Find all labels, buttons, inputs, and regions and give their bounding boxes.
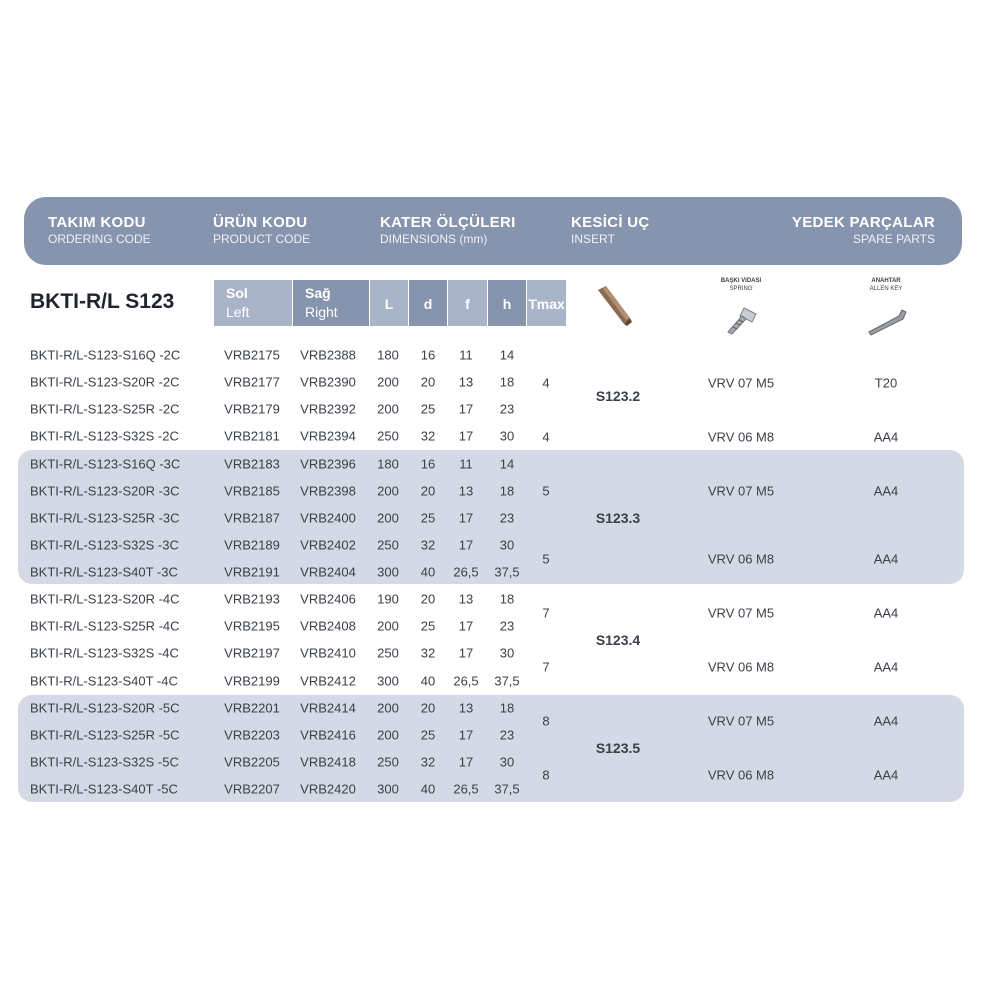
cell-right: VRB2414 [300, 700, 356, 716]
cell-left: VRB2195 [224, 618, 280, 634]
cell-L: 300 [377, 781, 399, 797]
screw-code: VRV 06 M8 [707, 659, 775, 675]
cell-d: 20 [420, 700, 436, 716]
cell-code: BKTI-R/L-S123-S16Q -3C [30, 456, 181, 471]
cell-h: 18 [499, 483, 515, 499]
screw-label-subtitle: SPRING [729, 286, 753, 292]
key-label [870, 277, 903, 293]
cell-h: 30 [499, 537, 515, 553]
cell-L: 200 [377, 510, 399, 526]
cell-right: VRB2404 [300, 564, 356, 580]
cell-d: 40 [420, 564, 436, 580]
cell-right: VRB2408 [300, 618, 356, 634]
cell-f: 17 [458, 401, 474, 417]
tmax-value: 8 [542, 713, 550, 729]
subheader-L-label: L [384, 296, 394, 312]
insert-code: S123.4 [595, 632, 641, 648]
screw-code: VRV 07 M5 [707, 483, 775, 499]
header-title: ÜRÜN KODU [213, 214, 308, 231]
cell-f: 26,5 [453, 564, 479, 580]
cell-d: 40 [420, 781, 436, 797]
header-subtitle: ORDERING CODE [48, 232, 151, 246]
cell-code: BKTI-R/L-S123-S20R -5C [30, 700, 180, 716]
insert-code: S123.5 [595, 740, 641, 756]
cell-L: 180 [377, 456, 399, 471]
cell-L: 180 [377, 347, 399, 363]
key-code: AA4 [873, 713, 899, 729]
cell-right: VRB2400 [300, 510, 356, 526]
screw-code: VRV 07 M5 [707, 375, 775, 391]
subheader-right-text: Right [305, 304, 338, 320]
cell-h: 23 [499, 510, 515, 526]
header-spare-parts [792, 214, 935, 246]
cell-right: VRB2396 [300, 456, 356, 471]
subheader-d-label: d [423, 296, 433, 312]
subheader-tmax [527, 280, 566, 326]
cell-f: 17 [458, 727, 474, 743]
cell-d: 20 [420, 591, 436, 607]
screw-code: VRV 06 M8 [707, 551, 775, 567]
cell-f: 17 [458, 754, 474, 770]
cell-h: 23 [499, 401, 515, 417]
cell-f: 13 [458, 700, 474, 716]
table-title: BKTI-R/L S123 [30, 290, 175, 313]
cell-left: VRB2187 [224, 510, 280, 526]
cell-code: BKTI-R/L-S123-S20R -4C [30, 591, 180, 607]
tmax-value: 4 [542, 429, 550, 445]
header-subtitle: SPARE PARTS [852, 232, 935, 246]
cell-right: VRB2394 [300, 428, 356, 444]
cell-f: 17 [458, 428, 474, 444]
cell-code: BKTI-R/L-S123-S25R -2C [30, 401, 180, 417]
cell-h: 14 [499, 456, 515, 471]
cell-left: VRB2179 [224, 401, 280, 417]
subheader-left-text: Left [226, 304, 250, 320]
tmax-value: 7 [542, 659, 550, 675]
cell-left: VRB2183 [224, 456, 280, 471]
cell-L: 250 [377, 754, 399, 770]
cell-L: 200 [377, 483, 399, 499]
cell-f: 26,5 [453, 673, 479, 688]
cell-left: VRB2203 [224, 727, 280, 743]
screw-code: VRV 06 M8 [707, 767, 775, 783]
cell-d: 32 [420, 645, 436, 661]
screw-label [721, 277, 761, 293]
subheader-h-label: h [502, 296, 512, 312]
cell-left: VRB2175 [224, 347, 280, 363]
subheader-sag: Sağ [305, 285, 331, 301]
cell-code: BKTI-R/L-S123-S20R -3C [30, 483, 180, 499]
cell-L: 200 [377, 727, 399, 743]
cell-code: BKTI-R/L-S123-S25R -3C [30, 510, 180, 526]
cell-code: BKTI-R/L-S123-S16Q -2C [30, 347, 181, 363]
key-code: T20 [874, 375, 898, 391]
cell-right: VRB2420 [300, 781, 356, 797]
cell-h: 37,5 [494, 564, 520, 580]
subheader-right [293, 280, 369, 326]
cell-d: 25 [420, 510, 436, 526]
subheader-L [370, 280, 408, 326]
header-insert [571, 214, 650, 246]
cell-left: VRB2181 [224, 428, 280, 444]
tmax-value: 4 [542, 375, 550, 391]
insert-image [594, 284, 634, 328]
cell-f: 11 [459, 456, 473, 471]
screw-icon [724, 306, 758, 336]
key-label-title: ANAHTAR [871, 278, 901, 284]
header-title: TAKIM KODU [48, 214, 146, 231]
cell-d: 25 [420, 401, 436, 417]
cell-code: BKTI-R/L-S123-S32S -2C [30, 428, 179, 444]
key-code: AA4 [873, 429, 899, 445]
cell-h: 30 [499, 754, 515, 770]
cell-L: 300 [377, 673, 399, 688]
key-code: AA4 [873, 551, 899, 567]
cell-d: 32 [420, 537, 436, 553]
cell-right: VRB2410 [300, 645, 356, 661]
tmax-value: 8 [542, 767, 550, 783]
cell-L: 200 [377, 618, 399, 634]
key-code: AA4 [873, 605, 899, 621]
table-header-bar [24, 197, 962, 265]
cell-left: VRB2205 [224, 754, 280, 770]
cell-L: 200 [377, 374, 399, 390]
cell-d: 40 [420, 673, 436, 688]
cell-f: 13 [458, 374, 474, 390]
cell-left: VRB2197 [224, 645, 280, 661]
tmax-value: 5 [542, 483, 550, 499]
cell-f: 11 [459, 347, 473, 363]
cell-L: 200 [377, 700, 399, 716]
subheader-f-label: f [465, 296, 470, 312]
subheader-left [214, 280, 292, 326]
cell-f: 17 [458, 645, 474, 661]
cell-L: 250 [377, 645, 399, 661]
cell-h: 23 [499, 618, 515, 634]
cell-L: 250 [377, 428, 399, 444]
subheader-sol: Sol [226, 285, 248, 301]
tmax-value: 7 [542, 605, 550, 621]
header-dimensions [380, 214, 516, 246]
header-subtitle: INSERT [571, 232, 615, 246]
cell-h: 23 [499, 727, 515, 743]
cell-right: VRB2402 [300, 537, 356, 553]
cell-d: 25 [420, 618, 436, 634]
cell-h: 18 [499, 700, 515, 716]
cell-right: VRB2406 [300, 591, 356, 607]
cell-L: 200 [377, 401, 399, 417]
cell-code: BKTI-R/L-S123-S40T -3C [30, 564, 178, 580]
header-subtitle: PRODUCT CODE [213, 232, 311, 246]
header-ordering-code [48, 214, 151, 246]
screw-label-title: BAŞKI VIDASI [720, 278, 762, 284]
header-subtitle: DIMENSIONS (mm) [380, 232, 488, 246]
cell-d: 32 [420, 428, 436, 444]
cell-d: 20 [420, 483, 436, 499]
cell-h: 18 [499, 374, 515, 390]
insert-code: S123.2 [595, 388, 641, 404]
cell-d: 25 [420, 727, 436, 743]
cell-left: VRB2201 [224, 700, 280, 716]
cell-right: VRB2390 [300, 374, 356, 390]
cell-code: BKTI-R/L-S123-S25R -4C [30, 618, 180, 634]
cell-left: VRB2191 [224, 564, 280, 580]
subheader-h [488, 280, 526, 326]
cell-h: 37,5 [494, 781, 520, 797]
cell-right: VRB2392 [300, 401, 356, 417]
cell-code: BKTI-R/L-S123-S40T -4C [30, 673, 178, 688]
cell-left: VRB2177 [224, 374, 280, 390]
screw-code: VRV 07 M5 [707, 713, 775, 729]
screw-code: VRV 07 M5 [707, 605, 775, 621]
cell-h: 30 [499, 645, 515, 661]
cell-h: 37,5 [494, 673, 520, 688]
subheader-f [448, 280, 487, 326]
cell-right: VRB2418 [300, 754, 356, 770]
cell-left: VRB2189 [224, 537, 280, 553]
header-title: KATER ÖLÇÜLERI [380, 214, 516, 231]
key-label-subtitle: ALLEN KEY [869, 286, 903, 292]
cell-L: 190 [377, 591, 399, 607]
key-code: AA4 [873, 483, 899, 499]
cell-d: 16 [420, 347, 436, 363]
cell-left: VRB2193 [224, 591, 280, 607]
cell-right: VRB2412 [300, 673, 356, 688]
cell-code: BKTI-R/L-S123-S25R -5C [30, 727, 180, 743]
insert-code: S123.3 [595, 510, 641, 526]
cell-code: BKTI-R/L-S123-S32S -3C [30, 537, 179, 553]
cell-code: BKTI-R/L-S123-S40T -5C [30, 781, 178, 797]
cell-f: 13 [458, 591, 474, 607]
cell-f: 17 [458, 618, 474, 634]
cell-code: BKTI-R/L-S123-S20R -2C [30, 374, 180, 390]
cell-h: 18 [499, 591, 515, 607]
cell-code: BKTI-R/L-S123-S32S -5C [30, 754, 179, 770]
cell-d: 20 [420, 374, 436, 390]
cell-right: VRB2388 [300, 347, 356, 363]
screw-code: VRV 06 M8 [707, 429, 775, 445]
cell-left: VRB2207 [224, 781, 280, 797]
subheader-d [409, 280, 447, 326]
cell-d: 16 [420, 456, 436, 471]
cell-right: VRB2398 [300, 483, 356, 499]
cell-f: 13 [458, 483, 474, 499]
header-title: YEDEK PARÇALAR [791, 214, 935, 231]
cell-f: 26,5 [453, 781, 479, 797]
cell-left: VRB2185 [224, 483, 280, 499]
cell-left: VRB2199 [224, 673, 280, 688]
cell-h: 30 [499, 428, 515, 444]
cell-L: 250 [377, 537, 399, 553]
header-product-code [213, 214, 310, 246]
key-code: AA4 [873, 659, 899, 675]
cell-right: VRB2416 [300, 727, 356, 743]
allen-key-icon [866, 304, 908, 336]
cell-f: 17 [458, 510, 474, 526]
cell-code: BKTI-R/L-S123-S32S -4C [30, 645, 179, 661]
key-code: AA4 [873, 767, 899, 783]
cell-d: 32 [420, 754, 436, 770]
tmax-value: 5 [542, 551, 550, 567]
cell-h: 14 [499, 347, 515, 363]
cell-L: 300 [377, 564, 399, 580]
cell-f: 17 [458, 537, 474, 553]
subheader-tmax-label: Tmax [528, 296, 565, 312]
header-title: KESİCİ UÇ [571, 214, 650, 231]
